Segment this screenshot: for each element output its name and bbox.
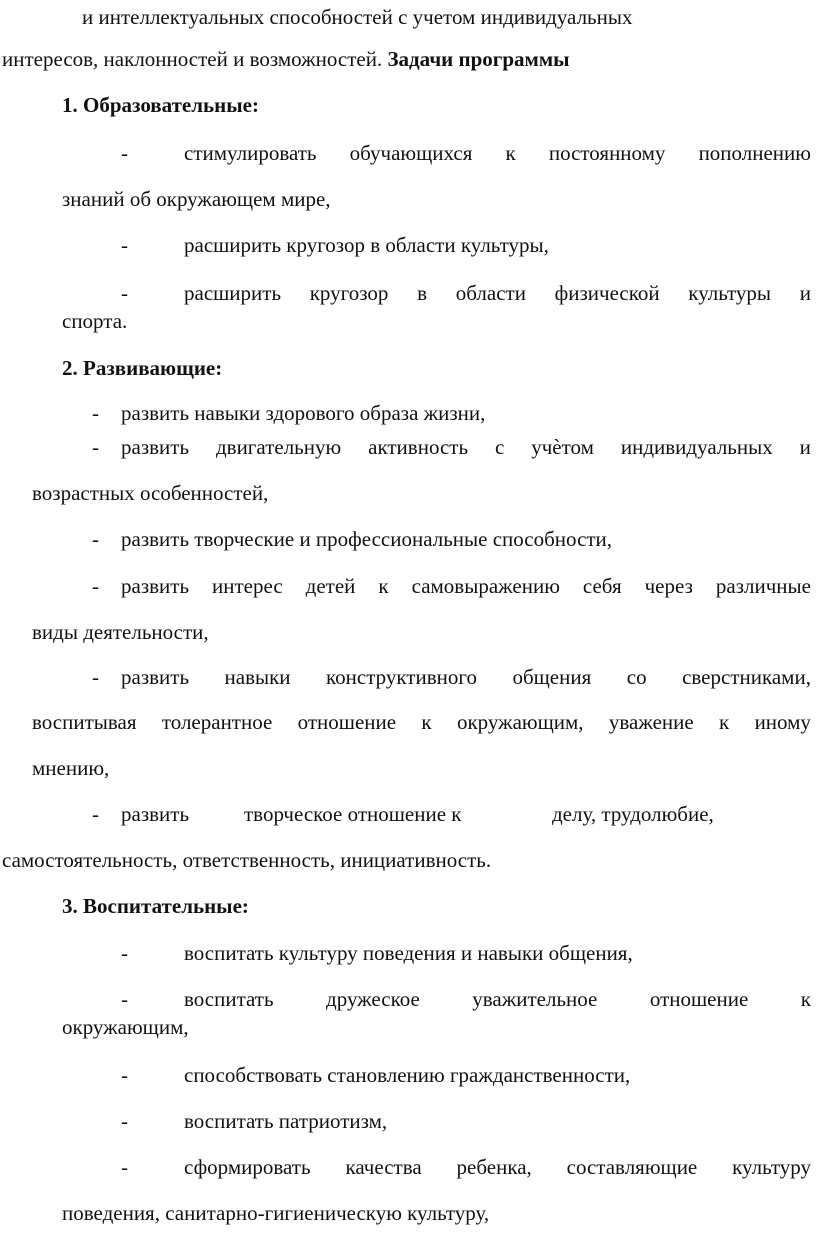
bullet-dash: - <box>92 574 99 598</box>
list-item-2-6-a: развить <box>121 802 190 826</box>
bullet-dash: - <box>121 1155 128 1179</box>
bullet-dash: - <box>121 987 128 1011</box>
list-item-3-5-cont: поведения, санитарно-гигиеническую культуру, <box>62 1201 490 1225</box>
list-item-2-1: развить навыки здорового образа жизни, <box>121 401 486 425</box>
list-item-3-4: воспитать патриотизм, <box>184 1109 388 1133</box>
bullet-dash: - <box>92 527 99 551</box>
intro-line-2 <box>2 46 570 72</box>
bullet-dash: - <box>121 1063 128 1087</box>
intro-line-1: и интеллектуальных способностей с учетом индивидуальных <box>82 5 633 29</box>
list-item-2-2-cont: возрастных особенностей, <box>32 481 269 505</box>
list-item-1-1-cont: знаний об окружающем мире, <box>62 187 331 211</box>
list-item-1-1: стимулировать обучающихся к постоянному пополнению <box>184 141 811 165</box>
list-item-2-4-cont: виды деятельности, <box>32 620 209 644</box>
list-item-2-5: развить навыки конструктивного общения со сверстниками, <box>121 665 811 689</box>
bullet-dash: - <box>92 665 99 689</box>
list-item-2-5-cont: воспитывая толерантное отношение к окружающим, уважение к иному <box>32 710 811 734</box>
list-item-2-3: развить творческие и профессиональные способности, <box>121 527 613 551</box>
bullet-dash: - <box>121 281 128 305</box>
section-2-title: 2. Развивающие: <box>62 356 223 380</box>
list-item-3-1: воспитать культуру поведения и навыки общения, <box>184 941 633 965</box>
bullet-dash: - <box>121 141 128 165</box>
section-1-title: 1. Образовательные: <box>62 93 259 117</box>
bullet-dash: - <box>92 435 99 459</box>
bullet-dash: - <box>92 802 99 826</box>
bullet-dash: - <box>121 233 128 257</box>
list-item-3-2: воспитать дружеское уважительное отношение к <box>184 987 811 1011</box>
list-item-3-5: сформировать качества ребенка, составляющие культуру <box>184 1155 811 1179</box>
program-tasks-heading: Задачи программы <box>387 47 570 71</box>
list-item-1-3-cont: спорта. <box>62 309 128 333</box>
bullet-dash: - <box>121 1109 128 1133</box>
list-item-3-2-cont: окружающим, <box>62 1015 189 1039</box>
section-3-title: 3. Воспитательные: <box>62 894 249 918</box>
list-item-3-3: способствовать становлению гражданственности, <box>184 1063 631 1087</box>
list-item-1-3: расширить кругозор в области физической культуры и <box>184 281 811 305</box>
bullet-dash: - <box>121 941 128 965</box>
bullet-dash: - <box>92 401 99 425</box>
list-item-2-6-b: творческое отношение к <box>244 802 462 826</box>
list-item-2-4: развить интерес детей к самовыражению себя через различные <box>121 574 811 598</box>
list-item-2-5-cont2: мнению, <box>32 756 110 780</box>
list-item-1-2: расширить кругозор в области культуры, <box>184 233 549 257</box>
list-item-2-2: развить двигательную активность с учѐтом индивидуальных и <box>121 435 811 459</box>
list-item-2-6-cont: самостоятельность, ответственность, инициативность. <box>2 848 492 872</box>
intro-text: интересов, наклонностей и возможностей. <box>2 47 383 71</box>
list-item-2-6-c: делу, трудолюбие, <box>552 802 714 826</box>
